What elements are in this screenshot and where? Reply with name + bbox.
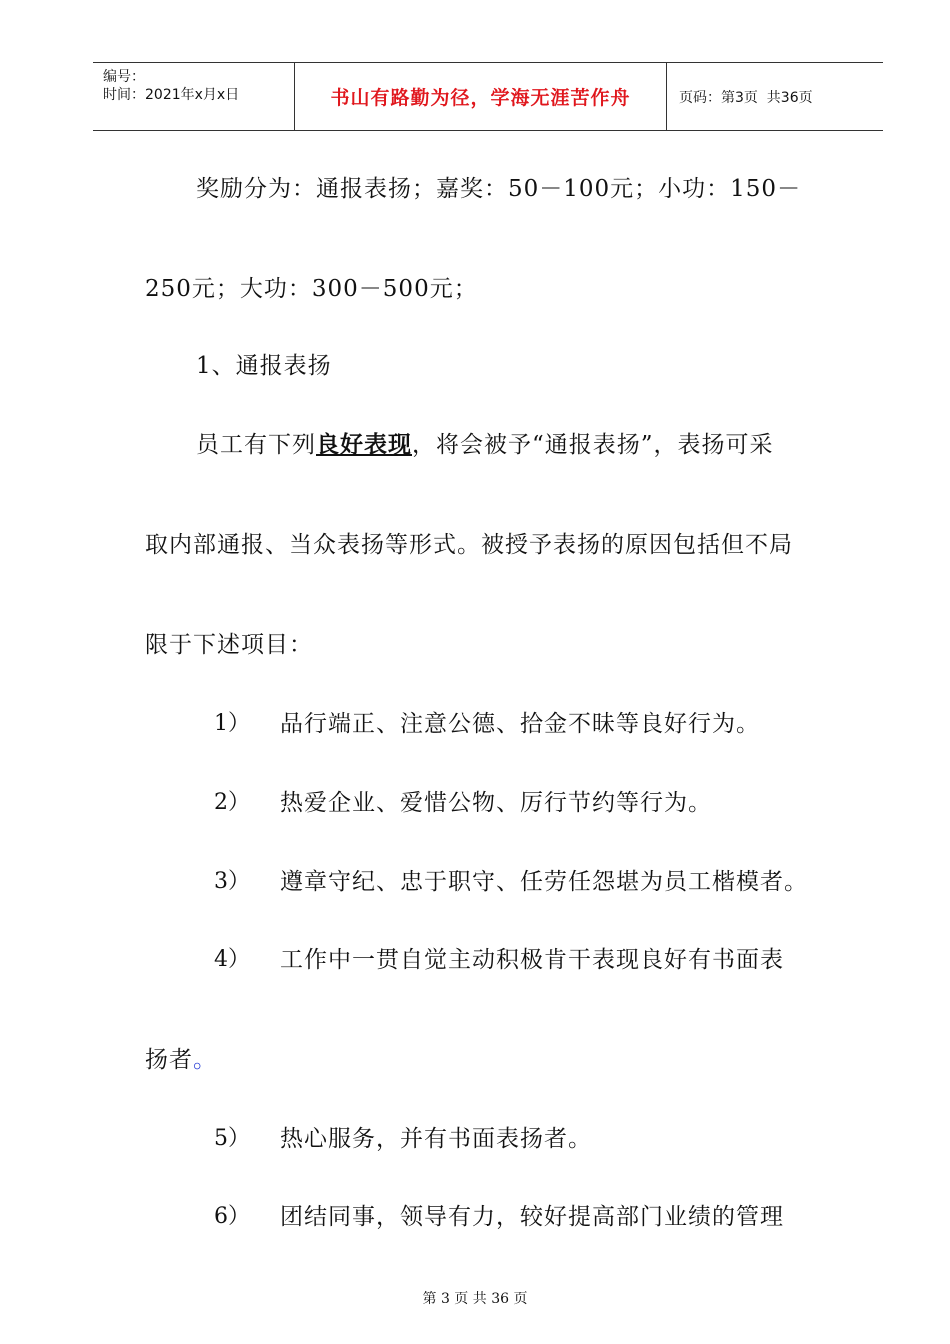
header-meta [93, 63, 295, 130]
paragraph-line1 [196, 426, 774, 459]
emphasis-good-performance: 良好表现 [316, 431, 412, 458]
code-label: 编号： [103, 69, 145, 85]
time-label: 时间：2021年x月x日 [103, 87, 240, 103]
item-number: 1） [214, 711, 250, 736]
item-number: 2） [214, 790, 250, 815]
paragraph-line2: 取内部通报、当众表扬等形式。被授予表扬的原因包括但不局 [145, 532, 793, 558]
item-number: 6） [214, 1204, 250, 1229]
list-item: 热心服务，并有书面表扬者。 [280, 1126, 592, 1152]
list-item: 遵章守纪、忠于职守、任劳任怨堪为员工楷模者。 [280, 869, 808, 895]
paragraph-pre: 员工有下列 [196, 432, 316, 458]
page-footer: 第 3 页 共 36 页 [422, 1291, 528, 1307]
list-item: 热爱企业、爱惜公物、厉行节约等行为。 [280, 790, 712, 816]
list-item: 团结同事，领导有力，较好提高部门业绩的管理 [280, 1204, 784, 1230]
item-number: 3） [214, 869, 250, 894]
section-heading: 1、通报表扬 [196, 353, 332, 379]
item4-period: 。 [193, 1047, 217, 1073]
reward-types-line2: 250元；大功：300－500元； [145, 276, 478, 302]
header-motto: 书山有路勤为径，学海无涯苦作舟 [295, 63, 667, 130]
item-number: 5） [214, 1126, 250, 1151]
header-page-info: 页码：第3页 共36页 [679, 89, 813, 106]
paragraph-post: ，将会被予“通报表扬”，表扬可采 [412, 432, 774, 458]
paragraph-line3: 限于下述项目： [145, 632, 313, 658]
item4-continuation [145, 1041, 217, 1074]
list-item: 工作中一贯自觉主动积极肯干表现良好有书面表 [280, 947, 784, 973]
item4-cont-text: 扬者 [145, 1047, 193, 1073]
reward-types-line1: 奖励分为：通报表扬；嘉奖：50－100元；小功：150－ [196, 176, 802, 202]
item-number: 4） [214, 947, 250, 972]
page-header [93, 62, 883, 131]
list-item: 品行端正、注意公德、拾金不昧等良好行为。 [280, 711, 760, 737]
